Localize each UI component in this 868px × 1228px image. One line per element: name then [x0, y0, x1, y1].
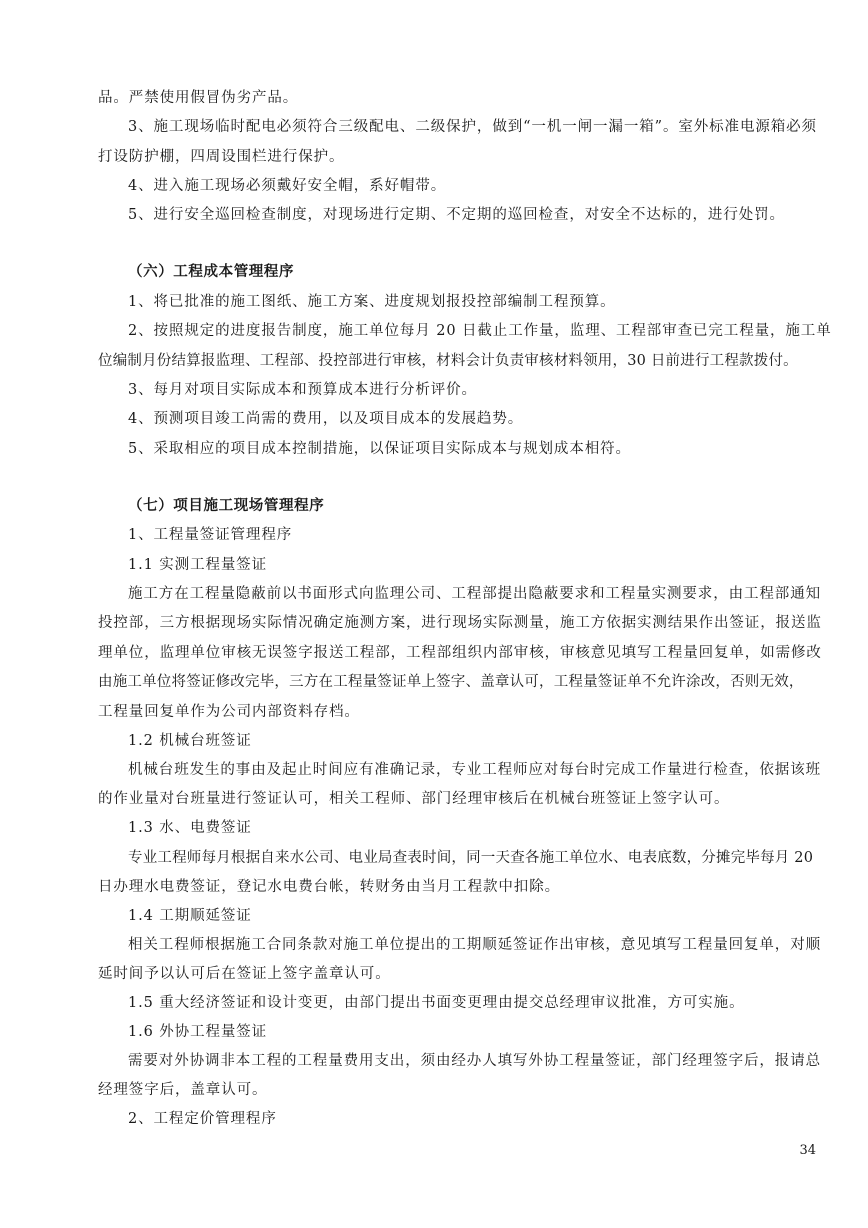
- paragraph-line: 1、将已批准的施工图纸、施工方案、进度规划报投控部编制工程预算。: [128, 294, 616, 310]
- paragraph-line: 3、施工现场临时配电必须符合三级配电、二级保护，做到“一机一闸一漏一箱”。室外标准电源箱必须: [128, 119, 817, 135]
- paragraph-line: 2、按照规定的进度报告制度，施工单位每月 20 日截止工作量，监理、工程部审查已完工程量，施工单: [128, 323, 832, 339]
- paragraph-line: 理单位，监理单位审核无误签字报送工程部，工程部组织内部审核，审核意见填写工程量回复单，如需修改: [98, 645, 822, 661]
- paragraph-line: 3、每月对项目实际成本和预算成本进行分析评价。: [128, 382, 477, 398]
- paragraph-line: 4、预测项目竣工尚需的费用，以及项目成本的发展趋势。: [128, 411, 524, 427]
- paragraph-line: 5、进行安全巡回检查制度，对现场进行定期、不定期的巡回检查，对安全不达标的，进行处罚。: [128, 207, 785, 223]
- paragraph-line: 打设防护棚，四周设围栏进行保护。: [98, 149, 345, 165]
- paragraph-line: 专业工程师每月根据自来水公司、电业局查表时间，同一天查各施工单位水、电表底数，分摊完毕每月 20: [128, 850, 814, 866]
- paragraph-line: 1.5 重大经济签证和设计变更，由部门提出书面变更理由提交总经理审议批准，方可实施。: [128, 995, 745, 1011]
- paragraph-line: 1.6 外协工程量签证: [128, 1024, 268, 1040]
- paragraph-line: 工程量回复单作为公司内部资料存档。: [98, 704, 360, 720]
- paragraph-line: 品。严禁使用假冒伪劣产品。: [98, 90, 299, 106]
- paragraph-line: 经理签字后，盖章认可。: [98, 1082, 268, 1098]
- paragraph-line: 1.1 实测工程量签证: [128, 557, 268, 573]
- paragraph-line: 相关工程师根据施工合同条款对施工单位提出的工期顺延签证作出审核，意见填写工程量回复单，对顺: [128, 937, 821, 953]
- paragraph-line: 延时间予以认可后在签证上签字盖章认可。: [98, 966, 391, 982]
- paragraph-line: 1.3 水、电费签证: [128, 820, 252, 836]
- paragraph-line: 2、工程定价管理程序: [128, 1111, 277, 1127]
- paragraph-line: 施工方在工程量隐蔽前以书面形式向监理公司、工程部提出隐蔽要求和工程量实测要求，由工程部通知: [128, 586, 821, 602]
- paragraph-line: 位编制月份结算报监理、工程部、投控部进行审核，材料会计负责审核材料领用，30 日前进行工程款拨付。: [98, 353, 798, 369]
- paragraph-line: 4、进入施工现场必须戴好安全帽，系好帽带。: [128, 178, 447, 194]
- paragraph-line: 1、工程量签证管理程序: [128, 527, 293, 543]
- paragraph-line: 由施工单位将签证修改完毕，三方在工程量签证单上签字、盖章认可，工程量签证单不允许涂改，否则无效，: [98, 674, 804, 690]
- paragraph-line: 机械台班发生的事由及起止时间应有准确记录，专业工程师应对每台时完成工作量进行检查，依据该班: [128, 762, 821, 778]
- paragraph-line: 5、采取相应的项目成本控制措施，以保证项目实际成本与规划成本相符。: [128, 441, 631, 457]
- paragraph-line: 日办理水电费签证，登记水电费台帐，转财务由当月工程款中扣除。: [98, 879, 560, 895]
- paragraph-line: 1.2 机械台班签证: [128, 733, 252, 749]
- section-heading: （七）项目施工现场管理程序: [128, 497, 325, 514]
- page-number: 34: [799, 1143, 816, 1158]
- section-heading: （六）工程成本管理程序: [128, 263, 295, 280]
- paragraph-line: 投控部，三方根据现场实际情况确定施测方案，进行现场实际测量，施工方依据实测结果作出签证，报送监: [98, 615, 822, 631]
- paragraph-line: 的作业量对台班量进行签证认可，相关工程师、部门经理审核后在机械台班签证上签字认可。: [98, 791, 730, 807]
- paragraph-line: 需要对外协调非本工程的工程量费用支出，须由经办人填写外协工程量签证，部门经理签字后，报请总: [128, 1053, 821, 1069]
- paragraph-line: 1.4 工期顺延签证: [128, 908, 252, 924]
